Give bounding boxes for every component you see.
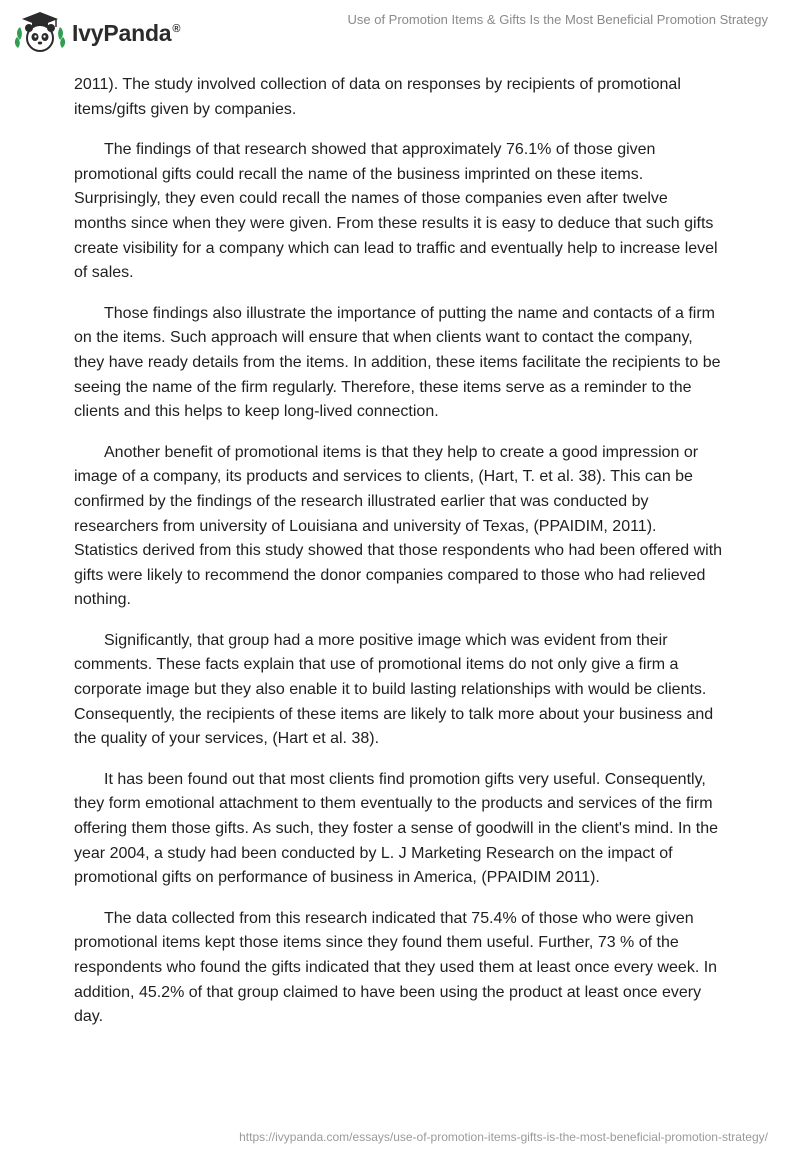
brand-name: IvyPanda®	[72, 19, 181, 46]
essay-body	[74, 73, 724, 1046]
page-header	[0, 0, 800, 70]
paragraph: Another benefit of promotional items is that they help to create a good impression or image of a company, its products and services to clients, (Hart, T. et al. 38). This can be confirmed by the findings of the research illustrated earlier that was conducted by researchers from university of Louisiana and university of Texas, (PPAIDIM, 2011). Statistics derived from this study showed that those respondents who had been offered with gifts were likely to recommend the donor companies compared to those who had relieved nothing.	[74, 443, 723, 609]
paragraph: It has been found out that most clients find promotion gifts very useful. Consequently, they form emotional attachment to them eventually to the products and services of the firm offering them those gifts. As such, they foster a sense of goodwill in the client's mind. In the year 2004, a study had been conducted by L. J Marketing Research on the impact of promotional gifts on performance of business in America, (PPAIDIM 2011).	[74, 770, 718, 887]
paragraph: The findings of that research showed that approximately 76.1% of those given promotional gifts could recall the name of the business imprinted on these items. Surprisingly, they even could recall the names of those companies even after twelve months since when they were given. From these results it is easy to deduce that such gifts create visibility for a company which can lead to traffic and eventually help to increase level of sales.	[74, 141, 718, 282]
registered-mark: ®	[172, 22, 181, 35]
source-url-link[interactable]: https://ivypanda.com/essays/use-of-promotion-items-gifts-is-the-most-beneficial-promotion-strategy/	[239, 1130, 768, 1144]
paragraph: 2011). The study involved collection of data on responses by recipients of promotional items/gifts given by companies.	[74, 76, 681, 118]
panda-graduate-icon	[14, 10, 66, 56]
paragraph: Those findings also illustrate the importance of putting the name and contacts of a firm on the items. Such approach will ensure that when clients want to contact the company, they have ready details from the items. In addition, these items facilitate the recipients to be seeing the name of the firm regularly. Therefore, these items serve as a reminder to the clients and this helps to keep long-lived connection.	[74, 304, 721, 421]
ivypanda-logo[interactable]	[14, 10, 180, 56]
document-title: Use of Promotion Items & Gifts Is the Most Beneficial Promotion Strategy	[347, 12, 768, 27]
paragraph: The data collected from this research indicated that 75.4% of those who were given promotional items kept those items since they found them useful. Further, 73 % of the respondents who found the gifts indicated that they used them at least once every week. In addition, 45.2% of that group claimed to have been using the product at least once every day.	[74, 909, 718, 1026]
paragraph: Significantly, that group had a more positive image which was evident from their comments. These facts explain that use of promotional items do not only give a firm a corporate image but they also enable it to build lasting relationships with would be clients. Consequently, the recipients of these items are likely to talk more about your business and the quality of your services, (Hart et al. 38).	[74, 631, 714, 748]
